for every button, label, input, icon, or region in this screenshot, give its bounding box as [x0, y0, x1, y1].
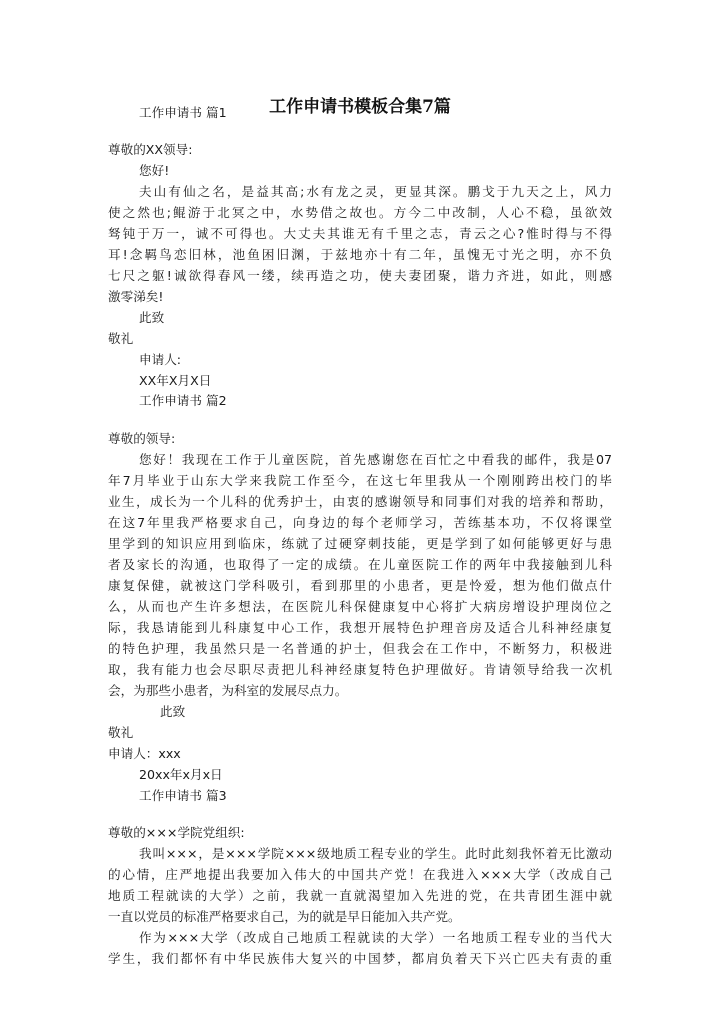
salutation: 尊敬的领导:	[108, 431, 176, 446]
body-line: 夫山有仙之名，是益其高;水有龙之灵，更显其深。鹏戈于九天之上，风力	[139, 184, 612, 199]
body-line: 的心情，庄严地提出我要加入伟大的中国共产党！在我进入×××大学（改成自己	[108, 867, 612, 882]
body-line: 业生，成长为一个儿科的优秀护士，由衷的感谢领导和同事们对我的培养和帮助，	[108, 494, 612, 509]
body-line: 使之然也;鲲游于北冥之中，水势借之故也。方今二中改制，人心不稳，虽欲效	[108, 205, 612, 220]
section-heading: 工作申请书 篇2	[139, 393, 227, 408]
regards: 敬礼	[108, 725, 134, 740]
body-line: 在这7年里我严格要求自己，向身边的每个老师学习，苦练基本功，不仅将课堂	[108, 515, 612, 530]
date: XX年X月X日	[139, 373, 212, 388]
document-title: 工作申请书模板合集7篇	[269, 97, 451, 117]
section-heading: 工作申请书 篇1	[139, 105, 227, 120]
body-line: 七尺之躯!诚欲得春风一缕，续再造之功，使夫妻团聚，谐力齐进，如此，则感	[108, 268, 612, 283]
body-line: 驽钝于万一，诚不可得也。大丈夫其谁无有千里之志，青云之心?惟时得与不得	[108, 226, 612, 241]
body-line: 际，我恳请能到儿科康复中心工作，我想开展特色护理音房及适合儿科神经康复	[108, 620, 612, 635]
body-line: 我叫×××，是×××学院×××级地质工程专业的学生。此时此刻我怀着无比激动	[139, 846, 612, 861]
body-line: 的特色护理，我虽然只是一名普通的护士，但我会在工作中，不断努力，积极进	[108, 641, 612, 656]
greeting: 您好!	[139, 163, 170, 178]
body-line: 您好！我现在工作于儿童医院，首先感谢您在百忙之中看我的邮件，我是07	[139, 452, 612, 467]
section-heading: 工作申请书 篇3	[139, 788, 227, 803]
body-line: 作为×××大学（改成自己地质工程就读的大学）一名地质工程专业的当代大	[139, 930, 612, 945]
body-line: 康复保健，就被这门学科吸引，看到那里的小患者，更是怜爱，想为他们做点什	[108, 578, 612, 593]
body-line: 会，为那些小患者，为科室的发展尽点力。	[108, 683, 348, 698]
closing: 此致	[139, 310, 165, 325]
applicant: 申请人：xxx	[108, 746, 181, 761]
body-line: 里学到的知识应用到临床，练就了过硬穿刺技能，更是学到了如何能够更好与患	[108, 536, 612, 551]
body-line: 激零涕矣!	[108, 289, 164, 304]
body-line: 年7月毕业于山东大学来我院工作至今，在这七年里我从一个刚刚跨出校门的毕	[108, 473, 612, 488]
regards: 敬礼	[108, 331, 134, 346]
body-line: 一直以党员的标准严格要求自己，为的就是早日能加入共产党。	[108, 909, 461, 924]
date: 20xx年x月x日	[139, 767, 223, 782]
body-line: 学生，我们都怀有中华民族伟大复兴的中国梦，都肩负着天下兴亡匹夫有责的重	[108, 951, 612, 966]
body-line: 取，我有能力也会尽职尽责把儿科神经康复特色护理做好。肯请领导给我一次机	[108, 662, 612, 677]
body-line: 者及家长的沟通，也取得了一定的成绩。在儿童医院工作的两年中我接触到儿科	[108, 557, 612, 572]
closing: 此致	[160, 704, 186, 719]
applicant: 申请人:	[139, 352, 182, 367]
salutation: 尊敬的×××学院党组织:	[108, 825, 245, 840]
body-line: 地质工程就读的大学）之前，我就一直就渴望加入先进的党，在共青团生涯中就	[108, 888, 612, 903]
body-line: 耳!念羁鸟恋旧林，池鱼困旧渊，于兹地亦十有二年，虽愧无寸光之明，亦不负	[108, 247, 612, 262]
body-line: 么，从而也产生许多想法，在医院儿科保健康复中心将扩大病房增设护理岗位之	[108, 599, 612, 614]
salutation: 尊敬的XX领导:	[108, 142, 193, 157]
